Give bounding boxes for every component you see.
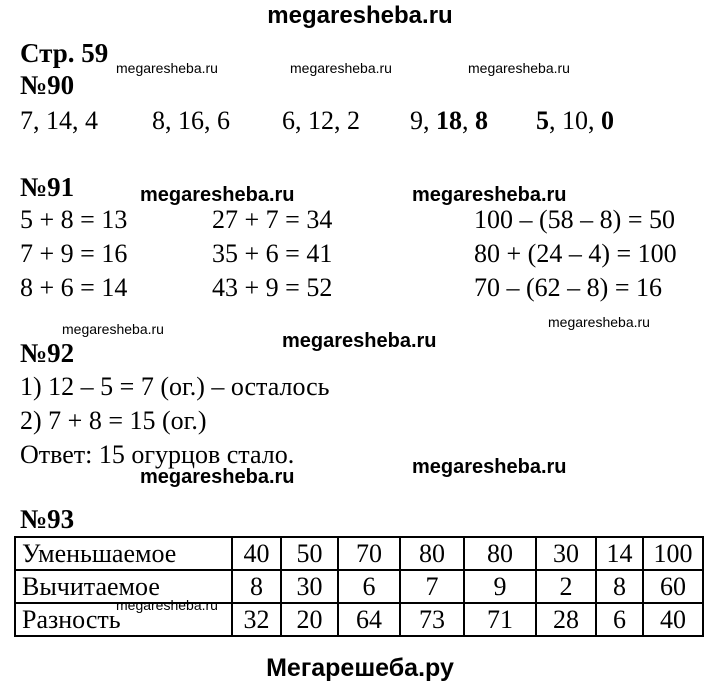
table-cell: 2 <box>536 570 596 603</box>
ex90-group-2 <box>152 106 230 136</box>
table-cell: 6 <box>596 603 643 636</box>
table-cell: 8 <box>596 570 643 603</box>
ex90-token: 4 <box>85 106 98 135</box>
table-cell: 32 <box>232 603 281 636</box>
ex90-token: 7 <box>20 106 33 135</box>
watermark-big: megaresheba.ru <box>412 184 567 206</box>
ex90-token: 14 <box>46 106 72 135</box>
ex91-expression: 35 + 6 = 41 <box>212 239 333 268</box>
ex90-token: , <box>204 106 217 135</box>
ex91-expression: 100 – (58 – 8) = 50 <box>474 205 675 234</box>
ex92-answer: Ответ: 15 огурцов стало. <box>20 440 295 469</box>
ex90-token: , <box>295 106 308 135</box>
table-cell: 60 <box>643 570 703 603</box>
ex90-token: 12 <box>308 106 334 135</box>
row-label: Уменьшаемое <box>15 537 232 570</box>
page-number: Стр. 59 <box>20 38 109 68</box>
watermark-small: megaresheba.ru <box>116 597 218 613</box>
table-cell: 50 <box>281 537 338 570</box>
ex90-group-1 <box>20 106 98 136</box>
ex90-token: 8 <box>475 106 488 135</box>
table-cell: 40 <box>232 537 281 570</box>
ex90-token: 16 <box>178 106 204 135</box>
table-cell: 28 <box>536 603 596 636</box>
table-cell: 30 <box>281 570 338 603</box>
table-cell: 100 <box>643 537 703 570</box>
table-cell: 80 <box>464 537 536 570</box>
ex90-token: , <box>72 106 85 135</box>
table-row <box>15 537 703 570</box>
table-cell: 71 <box>464 603 536 636</box>
ex90-token: 0 <box>601 106 614 135</box>
table-cell: 73 <box>400 603 464 636</box>
ex93-title: №93 <box>20 504 75 534</box>
table-cell: 30 <box>536 537 596 570</box>
row-label: Вычитаемое <box>15 570 232 603</box>
ex90-token: 2 <box>347 106 360 135</box>
ex91-expression: 7 + 9 = 16 <box>20 239 128 268</box>
watermark-small: megaresheba.ru <box>290 60 392 76</box>
ex90-token: 6 <box>217 106 230 135</box>
ex90-group-3 <box>282 106 360 136</box>
watermark-big: megaresheba.ru <box>282 330 437 352</box>
ex90-group-4 <box>410 106 488 136</box>
table-cell: 6 <box>338 570 400 603</box>
ex90-token: , <box>423 106 436 135</box>
row-label: Разность <box>15 603 232 636</box>
watermark-small: megaresheba.ru <box>116 60 218 76</box>
ex91-expression: 80 + (24 – 4) = 100 <box>474 239 677 268</box>
watermark-small: megaresheba.ru <box>548 314 650 330</box>
ex91-expression: 8 + 6 = 14 <box>20 273 128 302</box>
ex90-token: 9 <box>410 106 423 135</box>
ex90-token: 18 <box>436 106 462 135</box>
ex90-token: , <box>588 106 601 135</box>
table-cell: 8 <box>232 570 281 603</box>
ex91-title: №91 <box>20 172 75 202</box>
table-cell: 14 <box>596 537 643 570</box>
ex90-token: 8 <box>152 106 165 135</box>
watermark-small: megaresheba.ru <box>62 321 164 337</box>
ex90-title: №90 <box>20 70 75 100</box>
table-cell: 70 <box>338 537 400 570</box>
ex90-token: 6 <box>282 106 295 135</box>
ex91-expression: 27 + 7 = 34 <box>212 205 333 234</box>
ex92-line: 2) 7 + 8 = 15 (ог.) <box>20 406 207 435</box>
ex93-table <box>14 536 704 637</box>
table-cell: 64 <box>338 603 400 636</box>
ex90-token: , <box>165 106 178 135</box>
ex90-token: 10 <box>562 106 588 135</box>
ex90-token: , <box>462 106 475 135</box>
table-cell: 40 <box>643 603 703 636</box>
watermark-small: megaresheba.ru <box>468 60 570 76</box>
table-cell: 80 <box>400 537 464 570</box>
watermark-big: megaresheba.ru <box>412 456 567 478</box>
ex90-group-5 <box>536 106 614 136</box>
ex90-token: , <box>334 106 347 135</box>
table-cell: 9 <box>464 570 536 603</box>
ex91-expression: 43 + 9 = 52 <box>212 273 333 302</box>
site-watermark-bottom: Мегарешеба.ру <box>266 654 454 682</box>
table-cell: 7 <box>400 570 464 603</box>
watermark-big: megaresheba.ru <box>140 184 295 206</box>
ex91-expression: 5 + 8 = 13 <box>20 205 128 234</box>
ex90-token: , <box>33 106 46 135</box>
ex92-line: 1) 12 – 5 = 7 (ог.) – осталось <box>20 372 330 401</box>
ex92-title: №92 <box>20 338 75 368</box>
ex90-token: , <box>549 106 562 135</box>
ex91-expression: 70 – (62 – 8) = 16 <box>474 273 662 302</box>
site-watermark-top: megaresheba.ru <box>267 2 453 29</box>
watermark-big: megaresheba.ru <box>140 466 295 488</box>
table-cell: 20 <box>281 603 338 636</box>
ex90-token: 5 <box>536 106 549 135</box>
